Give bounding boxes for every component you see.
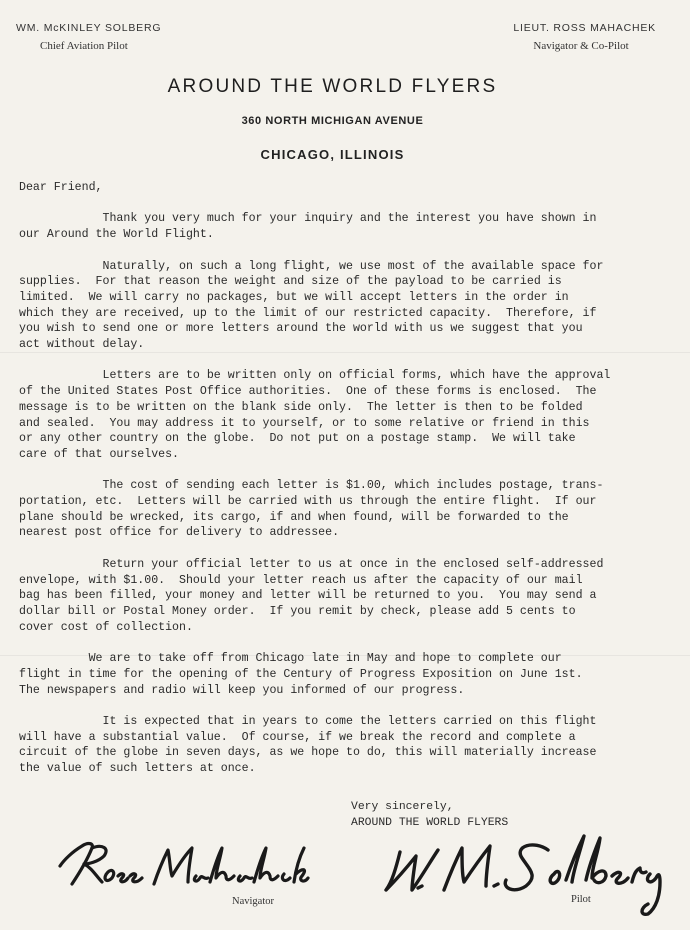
letterhead-right — [513, 22, 656, 52]
navigator-name: LIEUT. ROSS MAHACHEK — [513, 22, 656, 34]
city-address: CHICAGO, ILLINOIS — [260, 147, 405, 162]
letter-body: Dear Friend, Thank you very much for your inquiry and the interest you have shown in our Around the World Flight. Naturally, on such a long flight, we use most of the available space for supplies. For that reason the weight and size of the payload to be carried is limited. We will carry no packages, but we will accept letters in the order in which they are received, up to the limit of our restricted capacity. Therefore, if you wish to send one or more letters around the world with us we suggest that you act without delay. Letters are to be written only on official forms, which have the approval of the United States Post Office authorities. One of these forms is enclosed. The message is to be written on the blank side only. The letter is then to be folded and sealed. You may address it to yourself, or to some relative or friend in this or any other country on the globe. Do not put on a postage stamp. We will take care of that ourselves. The cost of sending each letter is $1.00, which includes postage, trans- portation, etc. Letters will be carried with us through the entire flight. If our plane should be wrecked, its cargo, if and when found, will be forwarded to the nearest post office for delivery to addressee. Return your official letter to us at once in the enclosed self-addressed envelope, with $1.00. Should your letter reach us after the capacity of our mail bag has been filled, your money and letter will be returned to you. You may send a dollar bill or Postal Money order. If you remit by check, please add 5 cents to cover cost of collection. We are to take off from Chicago late in May and hope to complete our flight in time for the opening of the Century of Progress Exposition on June 1st. The newspapers and radio will keep you informed of our progress. It is expected that in years to come the letters carried on this flight will have a substantial value. Of course, if we break the record and complete a circuit of the globe in seven days, as we hope to do, this will materially increase the value of such letters at once. — [19, 181, 611, 776]
closing-organization: AROUND THE WORLD FLYERS — [351, 816, 509, 829]
closing-salutation: Very sincerely, — [351, 801, 454, 813]
letterhead-left — [16, 22, 161, 52]
navigator-signature — [58, 838, 310, 896]
navigator-role: Navigator & Co-Pilot — [533, 40, 629, 52]
navigator-label: Navigator — [232, 896, 274, 907]
street-address: 360 NORTH MICHIGAN AVENUE — [241, 115, 424, 127]
closing-block — [351, 800, 508, 831]
pilot-name: WM. McKINLEY SOLBERG — [16, 22, 162, 34]
organization-title: AROUND THE WORLD FLYERS — [167, 76, 498, 97]
pilot-signature — [378, 828, 668, 918]
pilot-label: Pilot — [571, 894, 591, 905]
pilot-role: Chief Aviation Pilot — [40, 40, 128, 52]
